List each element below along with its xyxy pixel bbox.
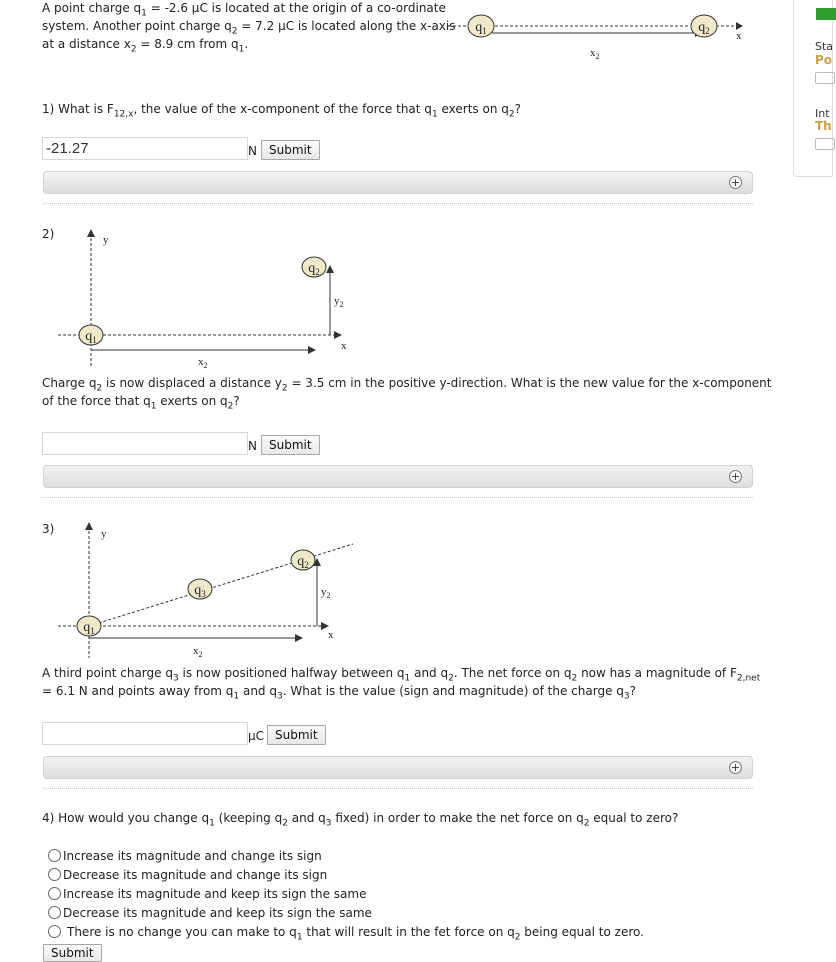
part3-q2-label: $q_2$ xyxy=(297,554,309,570)
part3-y-label: y xyxy=(101,528,107,540)
part3-x2-arrowhead xyxy=(295,634,303,642)
part4-submit-button[interactable]: Submit xyxy=(43,944,102,962)
sidebar-field-1[interactable] xyxy=(815,72,835,84)
part2-number: 2) xyxy=(42,227,55,241)
part3-question-line-1: A third point charge $q_3$ is now positioned halfway between $q_1$ and $q_2$. The net force on $q_2$ now has a magnitude of $F_{2,net}$ xyxy=(42,666,761,684)
part2-y2-label: $y_2$ xyxy=(334,295,344,309)
option-label-4[interactable]: Decrease its magnitude and keep its sign the same xyxy=(63,906,372,920)
part2-q1-label: $q_1$ xyxy=(85,329,97,345)
intro-diagram xyxy=(440,6,760,66)
part2-answer-input[interactable] xyxy=(42,432,248,455)
part3-y-arrowhead xyxy=(85,522,93,530)
intro-line-1: A point charge $q_1 = -2.6$ μC is located at the origin of a co-ordinate xyxy=(42,1,446,19)
option-radio-4[interactable] xyxy=(48,906,61,919)
option-label-3[interactable]: Increase its magnitude and keep its sign the same xyxy=(63,887,367,901)
part2-hint-bar[interactable] xyxy=(43,465,753,488)
part2-question-line-1: Charge $q_2$ is now displaced a distance $y_2 = 3.5$ cm in the positive y-direction. What is the new value for the x-component xyxy=(42,376,772,394)
sidebar-label-4[interactable]: Th xyxy=(815,119,832,133)
part3-x2-label: $x_2$ xyxy=(193,645,203,659)
intro-axis-arrowhead xyxy=(736,22,743,30)
sidebar-label-2[interactable]: Po xyxy=(815,53,833,67)
part2-question-line-2: of the force that $q_1$ exerts on $q_2$? xyxy=(42,394,240,412)
part1-hint-bar[interactable] xyxy=(43,171,753,194)
option-radio-1[interactable] xyxy=(48,849,61,862)
part2-submit-button[interactable]: Submit xyxy=(261,435,320,455)
option-label-2[interactable]: Decrease its magnitude and change its sign xyxy=(63,868,328,882)
option-radio-5[interactable] xyxy=(48,925,61,938)
part1-submit-button[interactable]: Submit xyxy=(261,140,320,160)
part3-q3-label: $q_3$ xyxy=(194,583,206,599)
part3-expand-icon[interactable]: + xyxy=(730,761,741,774)
part1-unit: N xyxy=(248,144,257,158)
intro-x2-label: $x_2$ xyxy=(590,47,600,61)
part3-separator xyxy=(43,788,753,789)
part2-separator xyxy=(43,497,753,498)
intro-line-2: system. Another point charge $q_2 = 7.2$ μC is located along the x-axis xyxy=(42,19,456,37)
part3-answer-input[interactable] xyxy=(42,722,248,745)
part2-x-arrowhead xyxy=(334,331,342,339)
part2-y-arrowhead xyxy=(87,229,95,237)
part1-separator xyxy=(43,203,753,204)
part3-diagram xyxy=(55,518,365,663)
part3-x-label: x xyxy=(328,629,334,641)
part1-answer-input[interactable] xyxy=(42,137,248,160)
sidebar-field-2[interactable] xyxy=(815,138,835,150)
option-label-5[interactable]: There is no change you can make to $q_1$ that will result in the fet force on $q_2$ being equal to zero. xyxy=(67,925,644,943)
progress-bar-fill xyxy=(816,8,836,20)
part2-unit: N xyxy=(248,439,257,453)
part2-x2-label: $x_2$ xyxy=(198,356,208,370)
intro-q2-label: $q_2$ xyxy=(698,20,710,36)
part2-diagram xyxy=(55,225,365,370)
part2-x-label: x xyxy=(341,340,347,352)
right-sidebar xyxy=(793,0,833,177)
part2-expand-icon[interactable]: + xyxy=(730,470,741,483)
part4-question: 4) How would you change $q_1$ (keeping $q_2$ and $q_3$ fixed) in order to make the net force on $q_2$ equal to zero? xyxy=(42,811,679,829)
part3-question-line-2: = 6.1 N and points away from $q_1$ and $q_3$. What is the value (sign and magnitude) of the charge $q_3$? xyxy=(42,684,637,702)
option-radio-3[interactable] xyxy=(48,887,61,900)
part2-y2-arrowhead xyxy=(326,265,334,273)
part2-q2-label: $q_2$ xyxy=(308,261,320,277)
part2-x2-arrowhead xyxy=(308,346,316,354)
part3-submit-button[interactable]: Submit xyxy=(267,725,326,745)
part3-y2-label: $y_2$ xyxy=(321,586,331,600)
intro-q1-label: $q_1$ xyxy=(475,20,487,36)
option-label-1[interactable]: Increase its magnitude and change its sign xyxy=(63,849,322,863)
part3-q1-label: $q_1$ xyxy=(83,620,95,636)
part3-unit: μC xyxy=(248,729,265,743)
sidebar-label-3: Int xyxy=(815,107,830,120)
option-radio-2[interactable] xyxy=(48,868,61,881)
intro-line-3: at a distance $x_2 = 8.9$ cm from $q_1$. xyxy=(42,37,249,55)
intro-x-label: x xyxy=(736,30,742,42)
part2-y-label: y xyxy=(103,234,109,246)
sidebar-label-1: Sta xyxy=(815,40,834,53)
part1-expand-icon[interactable]: + xyxy=(730,176,741,189)
part3-hint-bar[interactable] xyxy=(43,756,753,779)
part3-number: 3) xyxy=(42,522,55,536)
part1-question: 1) What is $F_{12,x}$, the value of the x-component of the force that $q_1$ exerts on $q_2$? xyxy=(42,102,521,120)
